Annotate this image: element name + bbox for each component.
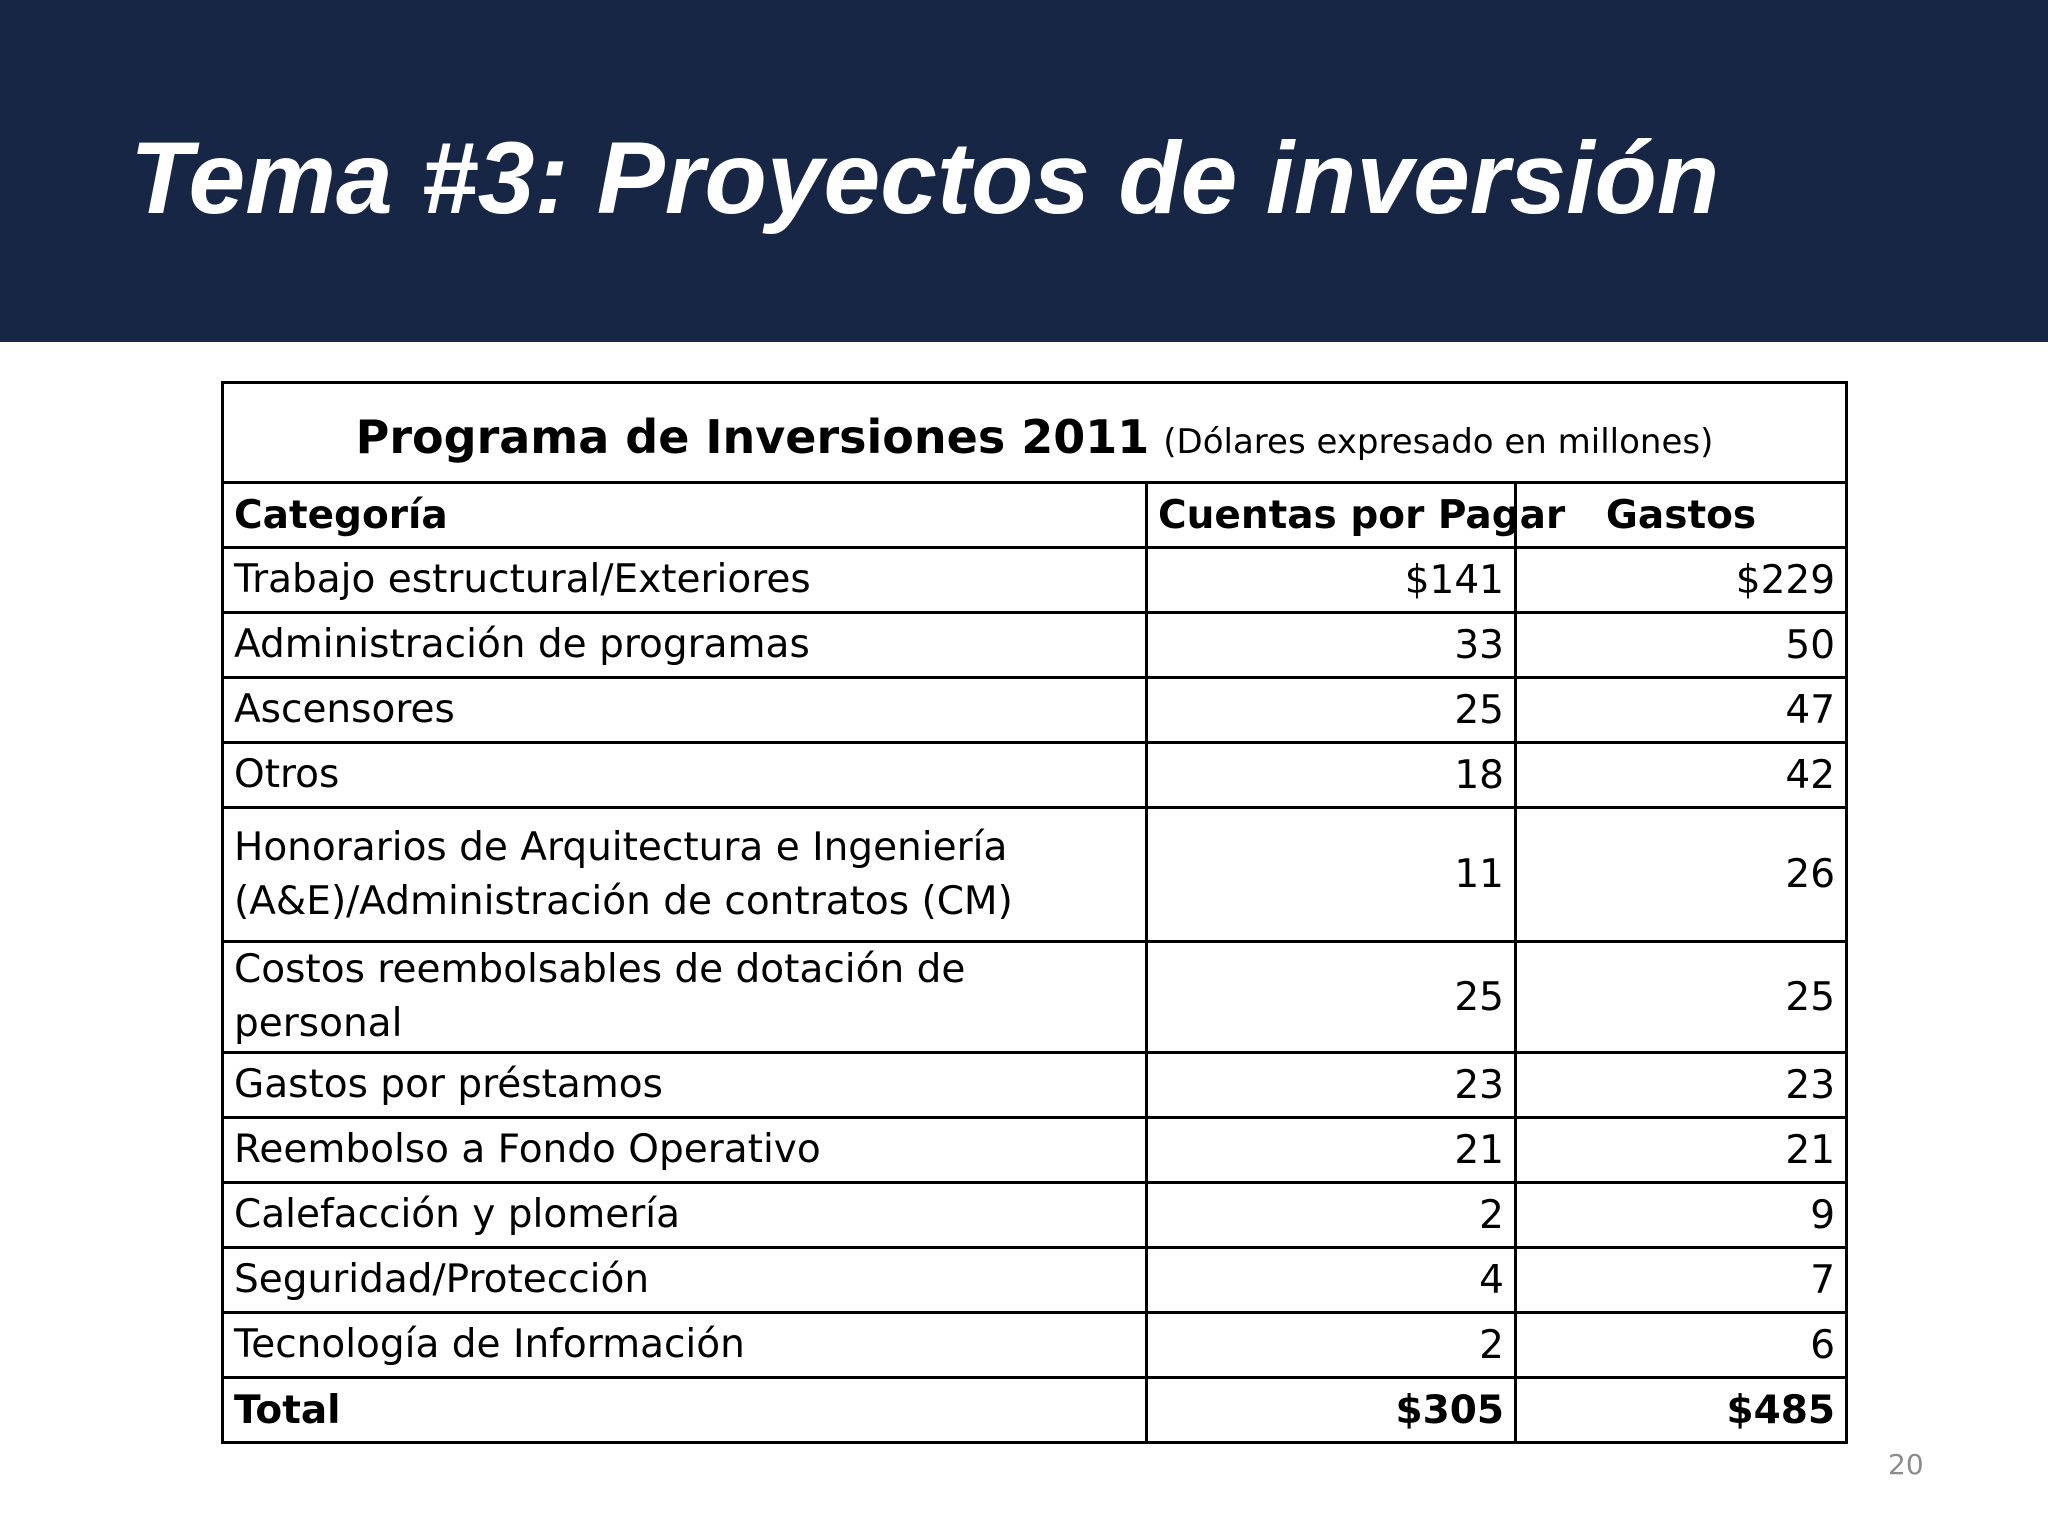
gastos-cell: 6 [1516,1313,1847,1378]
cuentas-cell: 21 [1147,1118,1516,1183]
category-cell: Gastos por préstamos [223,1053,1147,1118]
cuentas-cell: 11 [1147,808,1516,942]
page-number: 20 [1888,1448,1924,1481]
gastos-cell: 9 [1516,1183,1847,1248]
investment-table [221,381,1848,1444]
slide-title: Tema #3: Proyectos de inversión [130,121,1720,235]
table-row [223,942,1847,1053]
gastos-cell: 25 [1516,942,1847,1053]
category-cell: Costos reembolsables de dotación de personal [223,942,1147,1053]
table-row [223,678,1847,743]
gastos-cell: 42 [1516,743,1847,808]
table-caption-units: (Dólares expresado en millones) [1163,421,1714,462]
table-caption [223,383,1847,483]
title-bar [0,0,2048,342]
category-cell: Calefacción y plomería [223,1183,1147,1248]
category-cell: Honorarios de Arquitectura e Ingeniería (A&E)/Administración de contratos (CM) [223,808,1147,942]
category-cell: Ascensores [223,678,1147,743]
table-header-row [223,483,1847,548]
investment-table-container [221,381,1845,1444]
cuentas-cell: 4 [1147,1248,1516,1313]
table-row [223,1313,1847,1378]
total-gastos-cell: $485 [1516,1378,1847,1443]
table-row [223,613,1847,678]
category-cell: Otros [223,743,1147,808]
table-row [223,548,1847,613]
cuentas-cell: 18 [1147,743,1516,808]
table-caption-title: Programa de Inversiones 2011 [355,409,1150,464]
category-cell: Administración de programas [223,613,1147,678]
table-row [223,1053,1847,1118]
gastos-cell: 7 [1516,1248,1847,1313]
cuentas-cell: 2 [1147,1183,1516,1248]
cuentas-cell: $141 [1147,548,1516,613]
category-cell: Trabajo estructural/Exteriores [223,548,1147,613]
table-row [223,1183,1847,1248]
gastos-cell: 26 [1516,808,1847,942]
table-row [223,1118,1847,1183]
column-header-categoria: Categoría [223,483,1147,548]
gastos-cell: $229 [1516,548,1847,613]
column-header-gastos: Gastos [1516,483,1847,548]
cuentas-cell: 33 [1147,613,1516,678]
gastos-cell: 21 [1516,1118,1847,1183]
cuentas-cell: 23 [1147,1053,1516,1118]
total-label: Total [223,1378,1147,1443]
cuentas-cell: 25 [1147,942,1516,1053]
column-header-cuentas-por-pagar: Cuentas por Pagar [1147,483,1516,548]
gastos-cell: 23 [1516,1053,1847,1118]
total-cuentas-cell: $305 [1147,1378,1516,1443]
category-cell: Seguridad/Protección [223,1248,1147,1313]
gastos-cell: 50 [1516,613,1847,678]
category-cell: Reembolso a Fondo Operativo [223,1118,1147,1183]
table-caption-row [223,383,1847,483]
cuentas-cell: 25 [1147,678,1516,743]
table-row [223,808,1847,942]
cuentas-cell: 2 [1147,1313,1516,1378]
gastos-cell: 47 [1516,678,1847,743]
category-cell: Tecnología de Información [223,1313,1147,1378]
table-total-row [223,1378,1847,1443]
table-row [223,1248,1847,1313]
table-row [223,743,1847,808]
